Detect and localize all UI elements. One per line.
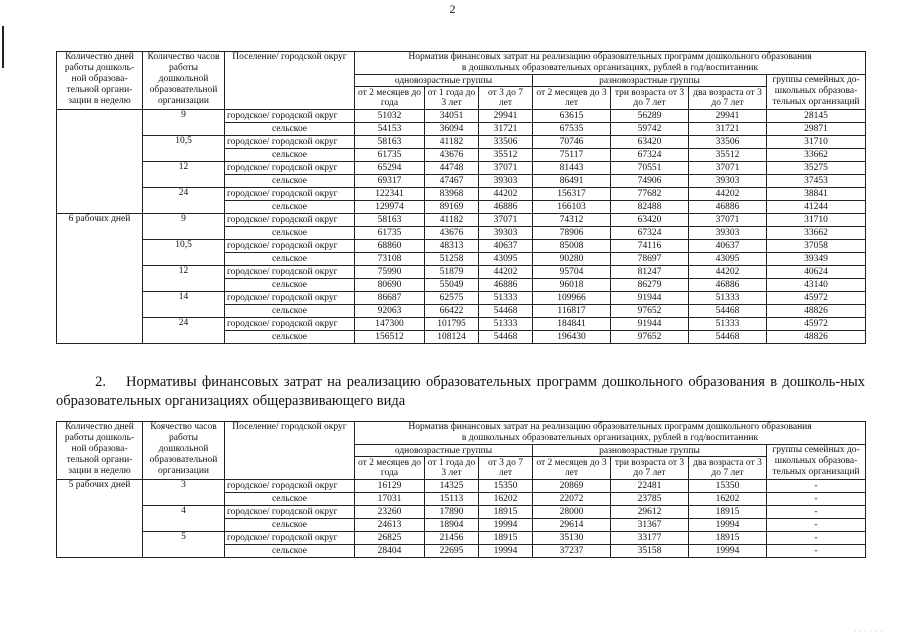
value-cell: 54153 [355,123,425,136]
value-cell: 166103 [533,201,611,214]
value-cell: 43095 [479,253,533,266]
page-number: 2 [449,2,456,16]
value-cell: 147300 [355,318,425,331]
value-cell: 44202 [479,266,533,279]
value-cell: 51879 [425,266,479,279]
value-cell: 48313 [425,240,479,253]
value-cell: - [767,545,866,558]
value-cell: 97652 [611,331,689,344]
value-cell: 122341 [355,188,425,201]
value-cell: 95704 [533,266,611,279]
value-cell: 44202 [689,266,767,279]
value-cell: 37058 [767,240,866,253]
settlement-urban-label: городское/ городской округ [225,162,355,175]
value-cell: 17031 [355,493,425,506]
header-mixed-age: разновозрастные группы [533,75,767,87]
value-cell: 43095 [689,253,767,266]
value-cell: 14325 [425,480,479,493]
value-cell: 44748 [425,162,479,175]
value-cell: 58163 [355,136,425,149]
value-cell: 75117 [533,149,611,162]
header-days: Количество дней работы дошколь-ной образова-тельной органи-зации в неделю [57,52,143,110]
header-norm-line2: в дошкольных образовательных организациях, рублей в год/воспитанник [461,63,759,73]
value-cell: 91944 [611,292,689,305]
value-cell: 46886 [689,279,767,292]
settlement-rural-label: сельское [225,519,355,532]
value-cell: 37237 [533,545,611,558]
value-cell: 19994 [689,519,767,532]
settlement-rural-label: сельское [225,305,355,318]
value-cell: 80690 [355,279,425,292]
value-cell: 18915 [479,506,533,519]
value-cell: 74312 [533,214,611,227]
value-cell: - [767,532,866,545]
scan-edge-mark [2,26,4,68]
value-cell: 75990 [355,266,425,279]
settlement-rural-label: сельское [225,175,355,188]
value-cell: 73108 [355,253,425,266]
settlement-urban-label: городское/ городской округ [225,136,355,149]
value-cell: 43140 [767,279,866,292]
value-cell: 41244 [767,201,866,214]
header-norm [355,52,866,75]
value-cell: 63420 [611,214,689,227]
norms-table-1 [56,51,866,344]
header-hours: Количество часов работы дошкольной образовательной организации [143,52,225,110]
table-row [57,480,866,493]
table-row [57,292,866,305]
value-cell: 196430 [533,331,611,344]
norms-table-2 [56,421,866,558]
value-cell: 54468 [689,305,767,318]
settlement-urban-label: городское/ городской округ [225,506,355,519]
value-cell: 89169 [425,201,479,214]
settlement-urban-label: городское/ городской округ [225,532,355,545]
value-cell: 63615 [533,110,611,123]
header-sub-6: два возраста от 3 до 7 лет [689,87,767,110]
value-cell: 74906 [611,175,689,188]
header-sub-2: от 1 года до 3 лет [425,457,479,480]
hours-cell: 9 [143,110,225,136]
value-cell: 70746 [533,136,611,149]
settlement-rural-label: сельское [225,227,355,240]
value-cell: 16129 [355,480,425,493]
value-cell: 39303 [479,227,533,240]
value-cell: 31710 [767,214,866,227]
value-cell: 33506 [479,136,533,149]
scan-marks: · · · · · · [853,626,883,636]
value-cell: 29614 [533,519,611,532]
table-row [57,110,866,123]
header-same-age: одновозрастные группы [355,75,533,87]
value-cell: 184841 [533,318,611,331]
value-cell: 86279 [611,279,689,292]
value-cell: 18904 [425,519,479,532]
settlement-urban-label: городское/ городской округ [225,188,355,201]
value-cell: 31367 [611,519,689,532]
header-sub-4: от 2 месяцев до 3 лет [533,87,611,110]
value-cell: 33177 [611,532,689,545]
header-sub-4: от 2 месяцев до 3 лет [533,457,611,480]
value-cell: 15350 [689,480,767,493]
value-cell: 37071 [479,214,533,227]
table-row [57,188,866,201]
settlement-rural-label: сельское [225,545,355,558]
value-cell: 19994 [689,545,767,558]
value-cell: 51333 [479,318,533,331]
value-cell: 33662 [767,149,866,162]
settlement-rural-label: сельское [225,201,355,214]
value-cell: 29612 [611,506,689,519]
settlement-urban-label: городское/ городской округ [225,266,355,279]
value-cell: 43676 [425,149,479,162]
settlement-rural-label: сельское [225,123,355,136]
value-cell: 54468 [689,331,767,344]
header-sub-3: от 3 до 7 лет [479,457,533,480]
header-hours: Коячество часов работы дошкольной образовательной организации [143,422,225,480]
days-cell [57,110,143,214]
hours-cell: 3 [143,480,225,506]
value-cell: 16202 [479,493,533,506]
value-cell: - [767,493,866,506]
value-cell: 59742 [611,123,689,136]
value-cell: 58163 [355,214,425,227]
settlement-urban-label: городское/ городской округ [225,214,355,227]
value-cell: 17890 [425,506,479,519]
settlement-rural-label: сельское [225,331,355,344]
value-cell: 47467 [425,175,479,188]
value-cell: 28145 [767,110,866,123]
table-row [57,266,866,279]
hours-cell: 4 [143,506,225,532]
value-cell: 68860 [355,240,425,253]
value-cell: 61735 [355,227,425,240]
value-cell: 35512 [689,149,767,162]
value-cell: 86491 [533,175,611,188]
value-cell: 35130 [533,532,611,545]
header-settlement: Поселение/ городской округ [225,422,355,480]
value-cell: 23785 [611,493,689,506]
value-cell: 61735 [355,149,425,162]
hours-cell: 12 [143,266,225,292]
hours-cell: 12 [143,162,225,188]
hours-cell: 10,5 [143,136,225,162]
value-cell: 28000 [533,506,611,519]
header-sub-2: от 1 года до 3 лет [425,87,479,110]
value-cell: 46886 [479,279,533,292]
value-cell: 78906 [533,227,611,240]
hours-cell: 10,5 [143,240,225,266]
value-cell: 56289 [611,110,689,123]
table-row [57,506,866,519]
value-cell: 36094 [425,123,479,136]
days-cell: 6 рабочих дней [57,214,143,344]
value-cell: 22481 [611,480,689,493]
header-sub-1: от 2 месяцев до года [355,457,425,480]
value-cell: 18915 [479,532,533,545]
value-cell: 101795 [425,318,479,331]
settlement-urban-label: городское/ городской округ [225,480,355,493]
value-cell: 29941 [479,110,533,123]
settlement-rural-label: сельское [225,149,355,162]
value-cell: 40637 [689,240,767,253]
value-cell: 51032 [355,110,425,123]
hours-cell: 14 [143,292,225,318]
value-cell: 38841 [767,188,866,201]
hours-cell: 24 [143,318,225,344]
header-sub-6: два возраста от 3 до 7 лет [689,457,767,480]
header-days: Количество дней работы дошколь-ной образова-тельной органи-зации в неделю [57,422,143,480]
value-cell: 54468 [479,305,533,318]
value-cell: 85008 [533,240,611,253]
settlement-rural-label: сельское [225,493,355,506]
table-row [57,214,866,227]
value-cell: 48826 [767,331,866,344]
value-cell: 77682 [611,188,689,201]
value-cell: 35158 [611,545,689,558]
value-cell: 66422 [425,305,479,318]
value-cell: 96018 [533,279,611,292]
value-cell: 81443 [533,162,611,175]
value-cell: 22072 [533,493,611,506]
value-cell: 18915 [689,532,767,545]
value-cell: 24613 [355,519,425,532]
header-family: группы семейных до-школьных образова-тельных организаций [767,75,866,110]
value-cell: 15113 [425,493,479,506]
value-cell: 91944 [611,318,689,331]
value-cell: 39349 [767,253,866,266]
header-mixed-age: разновозрастные группы [533,445,767,457]
value-cell: 35275 [767,162,866,175]
value-cell: 81247 [611,266,689,279]
settlement-urban-label: городское/ городской округ [225,318,355,331]
value-cell: 29941 [689,110,767,123]
value-cell: 51333 [689,292,767,305]
value-cell: 19994 [479,519,533,532]
settlement-urban-label: городское/ городской округ [225,110,355,123]
value-cell: 18915 [689,506,767,519]
table-row [57,240,866,253]
value-cell: 97652 [611,305,689,318]
value-cell: 69317 [355,175,425,188]
value-cell: 116817 [533,305,611,318]
value-cell: 29871 [767,123,866,136]
value-cell: 108124 [425,331,479,344]
header-sub-5: три возраста от 3 до 7 лет [611,87,689,110]
header-settlement: Поселение/ городской округ [225,52,355,110]
value-cell: 34051 [425,110,479,123]
value-cell: 44202 [479,188,533,201]
table-row [57,136,866,149]
header-same-age: одновозрастные группы [355,445,533,457]
value-cell: 51333 [479,292,533,305]
value-cell: 82488 [611,201,689,214]
value-cell: 28404 [355,545,425,558]
header-family: группы семейных до-школьных образова-тельных организаций [767,445,866,480]
value-cell: 21456 [425,532,479,545]
header-norm [355,422,866,445]
value-cell: - [767,506,866,519]
header-sub-5: три возраста от 3 до 7 лет [611,457,689,480]
value-cell: 39303 [689,175,767,188]
value-cell: 62575 [425,292,479,305]
value-cell: 23260 [355,506,425,519]
value-cell: 20869 [533,480,611,493]
value-cell: 31721 [689,123,767,136]
header-norm-line1: Норматив финансовых затрат на реализацию образовательных программ дошкольного образования [408,52,812,62]
value-cell: 65294 [355,162,425,175]
value-cell: 45972 [767,318,866,331]
value-cell: 37071 [479,162,533,175]
settlement-rural-label: сельское [225,279,355,292]
value-cell: - [767,519,866,532]
value-cell: 78697 [611,253,689,266]
value-cell: - [767,480,866,493]
value-cell: 40637 [479,240,533,253]
value-cell: 109966 [533,292,611,305]
value-cell: 41182 [425,214,479,227]
value-cell: 31710 [767,136,866,149]
hours-cell: 5 [143,532,225,558]
value-cell: 44202 [689,188,767,201]
table-row [57,318,866,331]
value-cell: 67535 [533,123,611,136]
value-cell: 33506 [689,136,767,149]
hours-cell: 24 [143,188,225,214]
value-cell: 40624 [767,266,866,279]
value-cell: 39303 [689,227,767,240]
value-cell: 86687 [355,292,425,305]
value-cell: 35512 [479,149,533,162]
value-cell: 46886 [479,201,533,214]
value-cell: 67324 [611,149,689,162]
value-cell: 51333 [689,318,767,331]
header-sub-3: от 3 до 7 лет [479,87,533,110]
value-cell: 41182 [425,136,479,149]
value-cell: 67324 [611,227,689,240]
value-cell: 19994 [479,545,533,558]
value-cell: 16202 [689,493,767,506]
value-cell: 70551 [611,162,689,175]
value-cell: 90280 [533,253,611,266]
value-cell: 33662 [767,227,866,240]
value-cell: 83968 [425,188,479,201]
value-cell: 63420 [611,136,689,149]
value-cell: 92063 [355,305,425,318]
value-cell: 51258 [425,253,479,266]
value-cell: 26825 [355,532,425,545]
value-cell: 45972 [767,292,866,305]
value-cell: 55049 [425,279,479,292]
settlement-rural-label: сельское [225,253,355,266]
value-cell: 129974 [355,201,425,214]
table-row [57,532,866,545]
hours-cell: 9 [143,214,225,240]
value-cell: 31721 [479,123,533,136]
value-cell: 22695 [425,545,479,558]
value-cell: 74116 [611,240,689,253]
value-cell: 43676 [425,227,479,240]
header-norm-line2: в дошкольных образовательных организациях, рублей в год/воспитанник [461,433,759,443]
value-cell: 156512 [355,331,425,344]
days-cell: 5 рабочих дней [57,480,143,558]
table-row [57,162,866,175]
settlement-urban-label: городское/ городской округ [225,240,355,253]
section-2-heading [56,373,865,411]
value-cell: 48826 [767,305,866,318]
header-sub-1: от 2 месяцев до года [355,87,425,110]
value-cell: 15350 [479,480,533,493]
section-text: Нормативы финансовых затрат на реализацию образовательных программ дошкольного образования в дошколь-ных образовательных организациях общеразвивающего вида [56,374,865,409]
value-cell: 156317 [533,188,611,201]
settlement-urban-label: городское/ городской округ [225,292,355,305]
value-cell: 39303 [479,175,533,188]
value-cell: 46886 [689,201,767,214]
header-norm-line1: Норматив финансовых затрат на реализацию образовательных программ дошкольного образования [408,422,812,432]
value-cell: 37071 [689,214,767,227]
value-cell: 54468 [479,331,533,344]
section-number: 2. [95,374,106,390]
value-cell: 37071 [689,162,767,175]
value-cell: 37453 [767,175,866,188]
